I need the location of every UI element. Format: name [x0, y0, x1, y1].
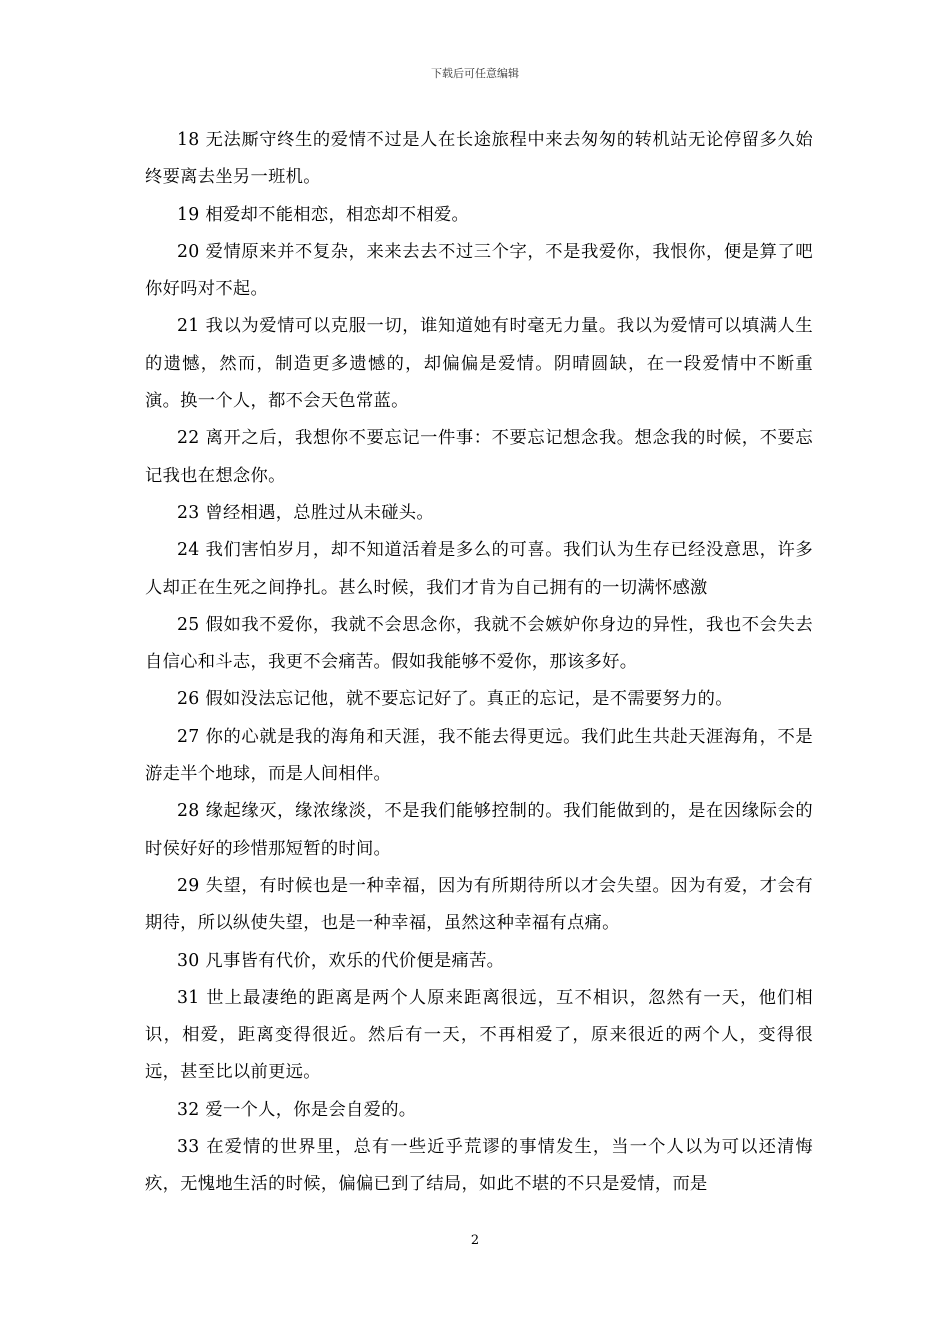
paragraph-32: 32 爱一个人，你是会自爱的。 — [177, 1099, 417, 1120]
paragraph-20: 20 爱情原来并不复杂，来来去去不过三个字，不是我爱你，我恨你，便是算了吧你好吗对不起。 — [145, 241, 813, 300]
paragraph-23: 23 曾经相遇，总胜过从未碰头。 — [177, 502, 434, 523]
page-number: 2 — [470, 1233, 480, 1248]
document-body — [145, 122, 813, 1204]
paragraph-22: 22 离开之后，我想你不要忘记一件事：不要忘记想念我。想念我的时候，不要忘记我也在想念你。 — [145, 428, 813, 486]
paragraph-26: 26 假如没法忘记他，就不要忘记好了。真正的忘记，是不需要努力的。 — [177, 689, 733, 710]
paragraph-19: 19 相爱却不能相恋，相恋却不相爱。 — [177, 204, 470, 225]
paragraph-25: 25 假如我不爱你，我就不会思念你，我就不会嫉妒你身边的异性，我也不会失去自信心和斗志，我更不会痛苦。假如我能够不爱你，那该多好。 — [145, 614, 813, 673]
paragraph-31: 31 世上最凄绝的距离是两个人原来距离很远，互不相识，忽然有一天，他们相识，相爱，距离变得很近。然后有一天，不再相爱了，原来很近的两个人，变得很远，甚至比以前更远。 — [145, 987, 813, 1083]
paragraph-21: 21 我以为爱情可以克服一切，谁知道她有时毫无力量。我以为爱情可以填满人生的遗憾，然而，制造更多遗憾的，却偏偏是爱情。阴晴圆缺，在一段爱情中不断重演。换一个人，都不会天色常蓝。 — [145, 316, 813, 412]
paragraph-30: 30 凡事皆有代价，欢乐的代价便是痛苦。 — [177, 950, 505, 971]
paragraph-18: 18 无法厮守终生的爱情不过是人在长途旅程中来去匆匆的转机站无论停留多久始终要离去坐另一班机。 — [145, 130, 813, 188]
paragraph-28: 28 缘起缘灭，缘浓缘淡，不是我们能够控制的。我们能做到的，是在因缘际会的时侯好好的珍惜那短暂的时间。 — [145, 801, 813, 859]
paragraph-33: 33 在爱情的世界里，总有一些近乎荒谬的事情发生，当一个人以为可以还清悔疚，无愧地生活的时候，偏偏已到了结局，如此不堪的不只是爱情，而是 — [145, 1137, 813, 1195]
paragraph-29: 29 失望，有时候也是一种幸福，因为有所期待所以才会失望。因为有爱，才会有期待，所以纵使失望，也是一种幸福，虽然这种幸福有点痛。 — [145, 875, 813, 934]
paragraph-24: 24 我们害怕岁月，却不知道活着是多么的可喜。我们认为生存已经没意思，许多人却正在生死之间挣扎。甚么时候，我们才肯为自己拥有的一切满怀感激 — [145, 540, 813, 598]
paragraph-27: 27 你的心就是我的海角和天涯，我不能去得更远。我们此生共赴天涯海角，不是游走半个地球，而是人间相伴。 — [145, 726, 813, 785]
page-header: 下载后可任意编辑 — [431, 67, 519, 80]
